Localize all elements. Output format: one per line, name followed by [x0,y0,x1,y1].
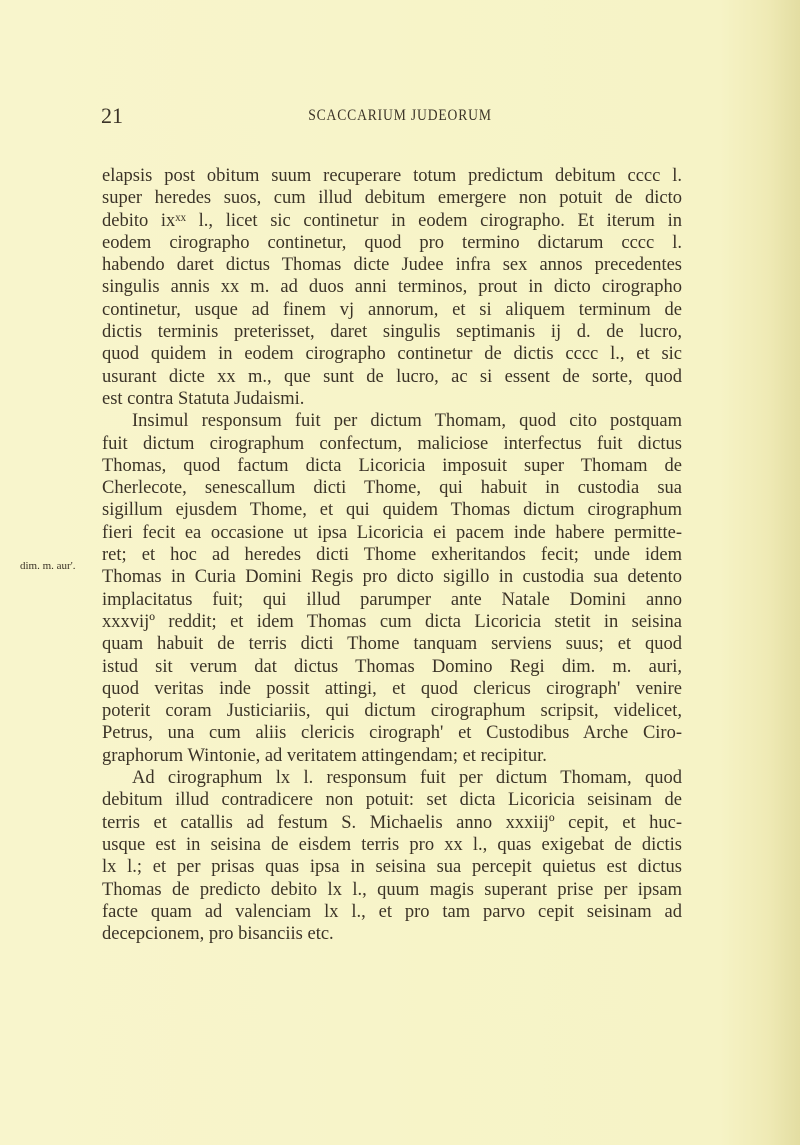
text-line: quam habuit de terris dicti Thome tanquam serviens suus; et quod [102,634,682,655]
text-line: istud sit verum dat dictus Thomas Domino Regi dim. m. auri, [102,656,682,677]
text-line: debitum illud contradicere non potuit: set dicta Licoricia seisinam de [102,790,682,811]
text-line: fieri fecit ea occasione ut ipsa Licoricia ei pacem inde habere permitte- [102,522,682,543]
text-line: ret; et hoc ad heredes dicti Thome exheritandos fecit; unde idem [102,545,682,566]
text-line: usurant dicte xx m., que sunt de lucro, ac si essent de sorte, quod [102,366,682,387]
text-line: Thomas, quod factum dicta Licoricia imposuit super Thomam de [102,455,682,476]
text-line: dictis terminis preterisset, daret singulis septimanis ij d. de lucro, [102,322,682,343]
text-line: singulis annis xx m. ad duos anni terminos, prout in dicto cirographo [102,277,682,298]
text-line: Ad cirographum lx l. responsum fuit per dictum Thomam, quod [132,768,682,789]
text-line: Insimul responsum fuit per dictum Thomam, quod cito postquam [132,411,682,432]
margin-note: dim. m. aur'. [20,560,76,572]
text-line: decepcionem, pro bisanciis etc. [102,924,334,945]
text-line: implacitatus fuit; qui illud parumper ante Natale Domini anno [102,589,682,610]
text-line: sigillum ejusdem Thome, et qui quidem Thomas dictum cirographum [102,500,682,521]
text-line: facte quam ad valenciam lx l., et pro tam parvo cepit seisinam ad [102,901,682,922]
text-line: Thomas de predicto debito lx l., quum magis superant prise per ipsam [102,879,682,900]
text-line: debito ixˣˣ l., licet sic continetur in eodem cirographo. Et iterum in [102,210,682,231]
text-line: quod quidem in eodem cirographo continetur de dictis cccc l., et sic [102,344,682,365]
text-line: Cherlecote, senescallum dicti Thome, qui habuit in custodia sua [102,478,682,499]
text-line: poterit coram Justiciariis, qui dictum cirographum scripsit, videlicet, [102,701,682,722]
text-line: xxxvijº reddit; et idem Thomas cum dicta Licoricia stetit in seisina [102,611,682,632]
text-line: Petrus, una cum aliis clericis cirograph' et Custodibus Arche Ciro- [102,723,682,744]
running-header [0,103,800,129]
text-line: super heredes suos, cum illud debitum emergere non potuit de dicto [102,188,682,209]
text-line: continetur, usque ad finem vj annorum, et si aliquem terminum de [102,299,682,320]
text-line: fuit dictum cirographum confectum, maliciose interfectus fuit dictus [102,433,682,454]
running-title: SCACCARIUM JUDEORUM [308,107,492,124]
text-line: quod veritas inde possit attingi, et quod clericus cirograph' venire [102,678,682,699]
text-line: Thomas in Curia Domini Regis pro dicto sigillo in custodia sua detento [102,567,682,588]
text-line: terris et catallis ad festum S. Michaelis anno xxxiijº cepit, et huc- [102,812,682,833]
body-text [102,165,682,945]
text-line: eodem cirographo continetur, quod pro termino dictarum cccc l. [102,232,682,253]
text-line: graphorum Wintonie, ad veritatem attingendam; et recipitur. [102,745,547,766]
text-line: usque est in seisina de eisdem terris pro xx l., quas exigebat de dictis [102,834,682,855]
text-line: est contra Statuta Judaismi. [102,388,305,409]
text-line: lx l.; et per prisas quas ipsa in seisina sua percepit quietus est dictus [102,857,682,878]
page-number: 21 [101,103,123,128]
text-line: habendo daret dictus Thomas dicte Judee infra sex annos precedentes [102,255,682,276]
text-line: elapsis post obitum suum recuperare totum predictum debitum cccc l. [102,166,682,186]
